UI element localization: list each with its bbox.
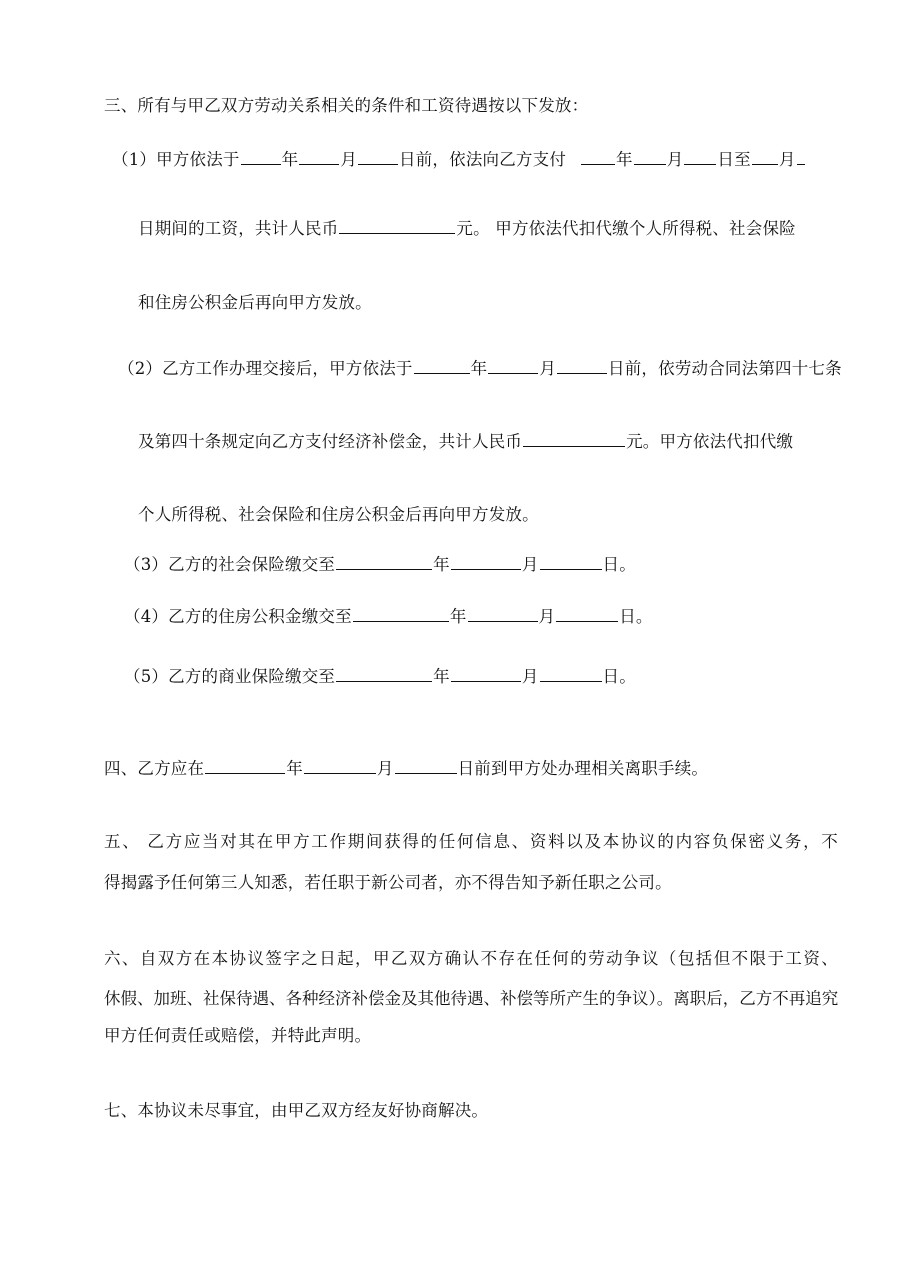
blank-field[interactable] [336,551,432,570]
blank-field[interactable] [752,146,778,165]
blank-field[interactable] [395,755,457,774]
item-3-1-line-3: 和住房公积金后再向甲方发放。 [138,293,372,312]
section-6-line-1: 六、自双方在本协议签字之日起，甲乙双方确认不存在任何的劳动争议（包括但不限于工资、 [104,949,838,968]
blank-field[interactable] [634,146,666,165]
item-3-2-line-3: 个人所得税、社会保险和住房公积金后再向甲方发放。 [138,505,539,524]
item-3-2-line-2: 及第四十条规定向乙方支付经济补偿金，共计人民币 元。甲方依法代扣代缴 [138,428,793,454]
item-3-5: （5）乙方的商业保险缴交至 年 月 日。 [124,663,636,689]
section-5-line-2: 得揭露予任何第三人知悉，若任职于新公司者，亦不得告知予新任职之公司。 [104,873,672,892]
blank-field[interactable] [581,146,615,165]
blank-field[interactable] [557,355,607,374]
blank-field[interactable] [797,146,805,165]
blank-field[interactable] [468,603,538,622]
section-6-line-2: 休假、加班、社保待遇、各种经济补偿金及其他待遇、补偿等所产生的争议）。离职后，乙方不再追究 [104,989,838,1008]
blank-field[interactable] [451,551,521,570]
blank-field[interactable] [523,428,625,447]
blank-field[interactable] [684,146,716,165]
blank-field[interactable] [339,215,455,234]
blank-field[interactable] [451,663,521,682]
blank-field[interactable] [488,355,538,374]
blank-field[interactable] [304,755,376,774]
blank-field[interactable] [414,355,470,374]
item-3-3: （3）乙方的社会保险缴交至 年 月 日。 [124,551,636,577]
item-3-2-line-1: （2）乙方工作办理交接后，甲方依法于 年 月 日前，依劳动合同法第四十七条 [118,355,842,381]
section-6-line-3: 甲方任何责任或赔偿，并特此声明。 [104,1026,372,1045]
blank-field[interactable] [241,146,281,165]
section-3-heading: 三、所有与甲乙双方劳动关系相关的条件和工资待遇按以下发放： [104,96,589,115]
item-3-4: （4）乙方的住房公积金缴交至 年 月 日。 [124,603,653,629]
blank-field[interactable] [299,146,339,165]
blank-field[interactable] [336,663,432,682]
blank-field[interactable] [540,551,602,570]
blank-field[interactable] [358,146,398,165]
section-4: 四、乙方应在 年 月 日前到甲方处办理相关离职手续。 [104,755,708,781]
item-3-1-line-2: 日期间的工资，共计人民币 元。 甲方依法代扣代缴个人所得税、社会保险 [138,215,796,241]
item-3-1-line-1: （1）甲方依法于 年 月 日前，依法向乙方支付 年 月 日至 月 [112,146,806,172]
blank-field[interactable] [556,603,618,622]
section-7: 七、本协议未尽事宜，由甲乙双方经友好协商解决。 [104,1101,489,1120]
blank-field[interactable] [353,603,449,622]
blank-field[interactable] [205,755,285,774]
blank-field[interactable] [540,663,602,682]
section-5-line-1: 五、 乙方应当对其在甲方工作期间获得的任何信息、资料以及本协议的内容负保密义务，不 [104,832,838,851]
